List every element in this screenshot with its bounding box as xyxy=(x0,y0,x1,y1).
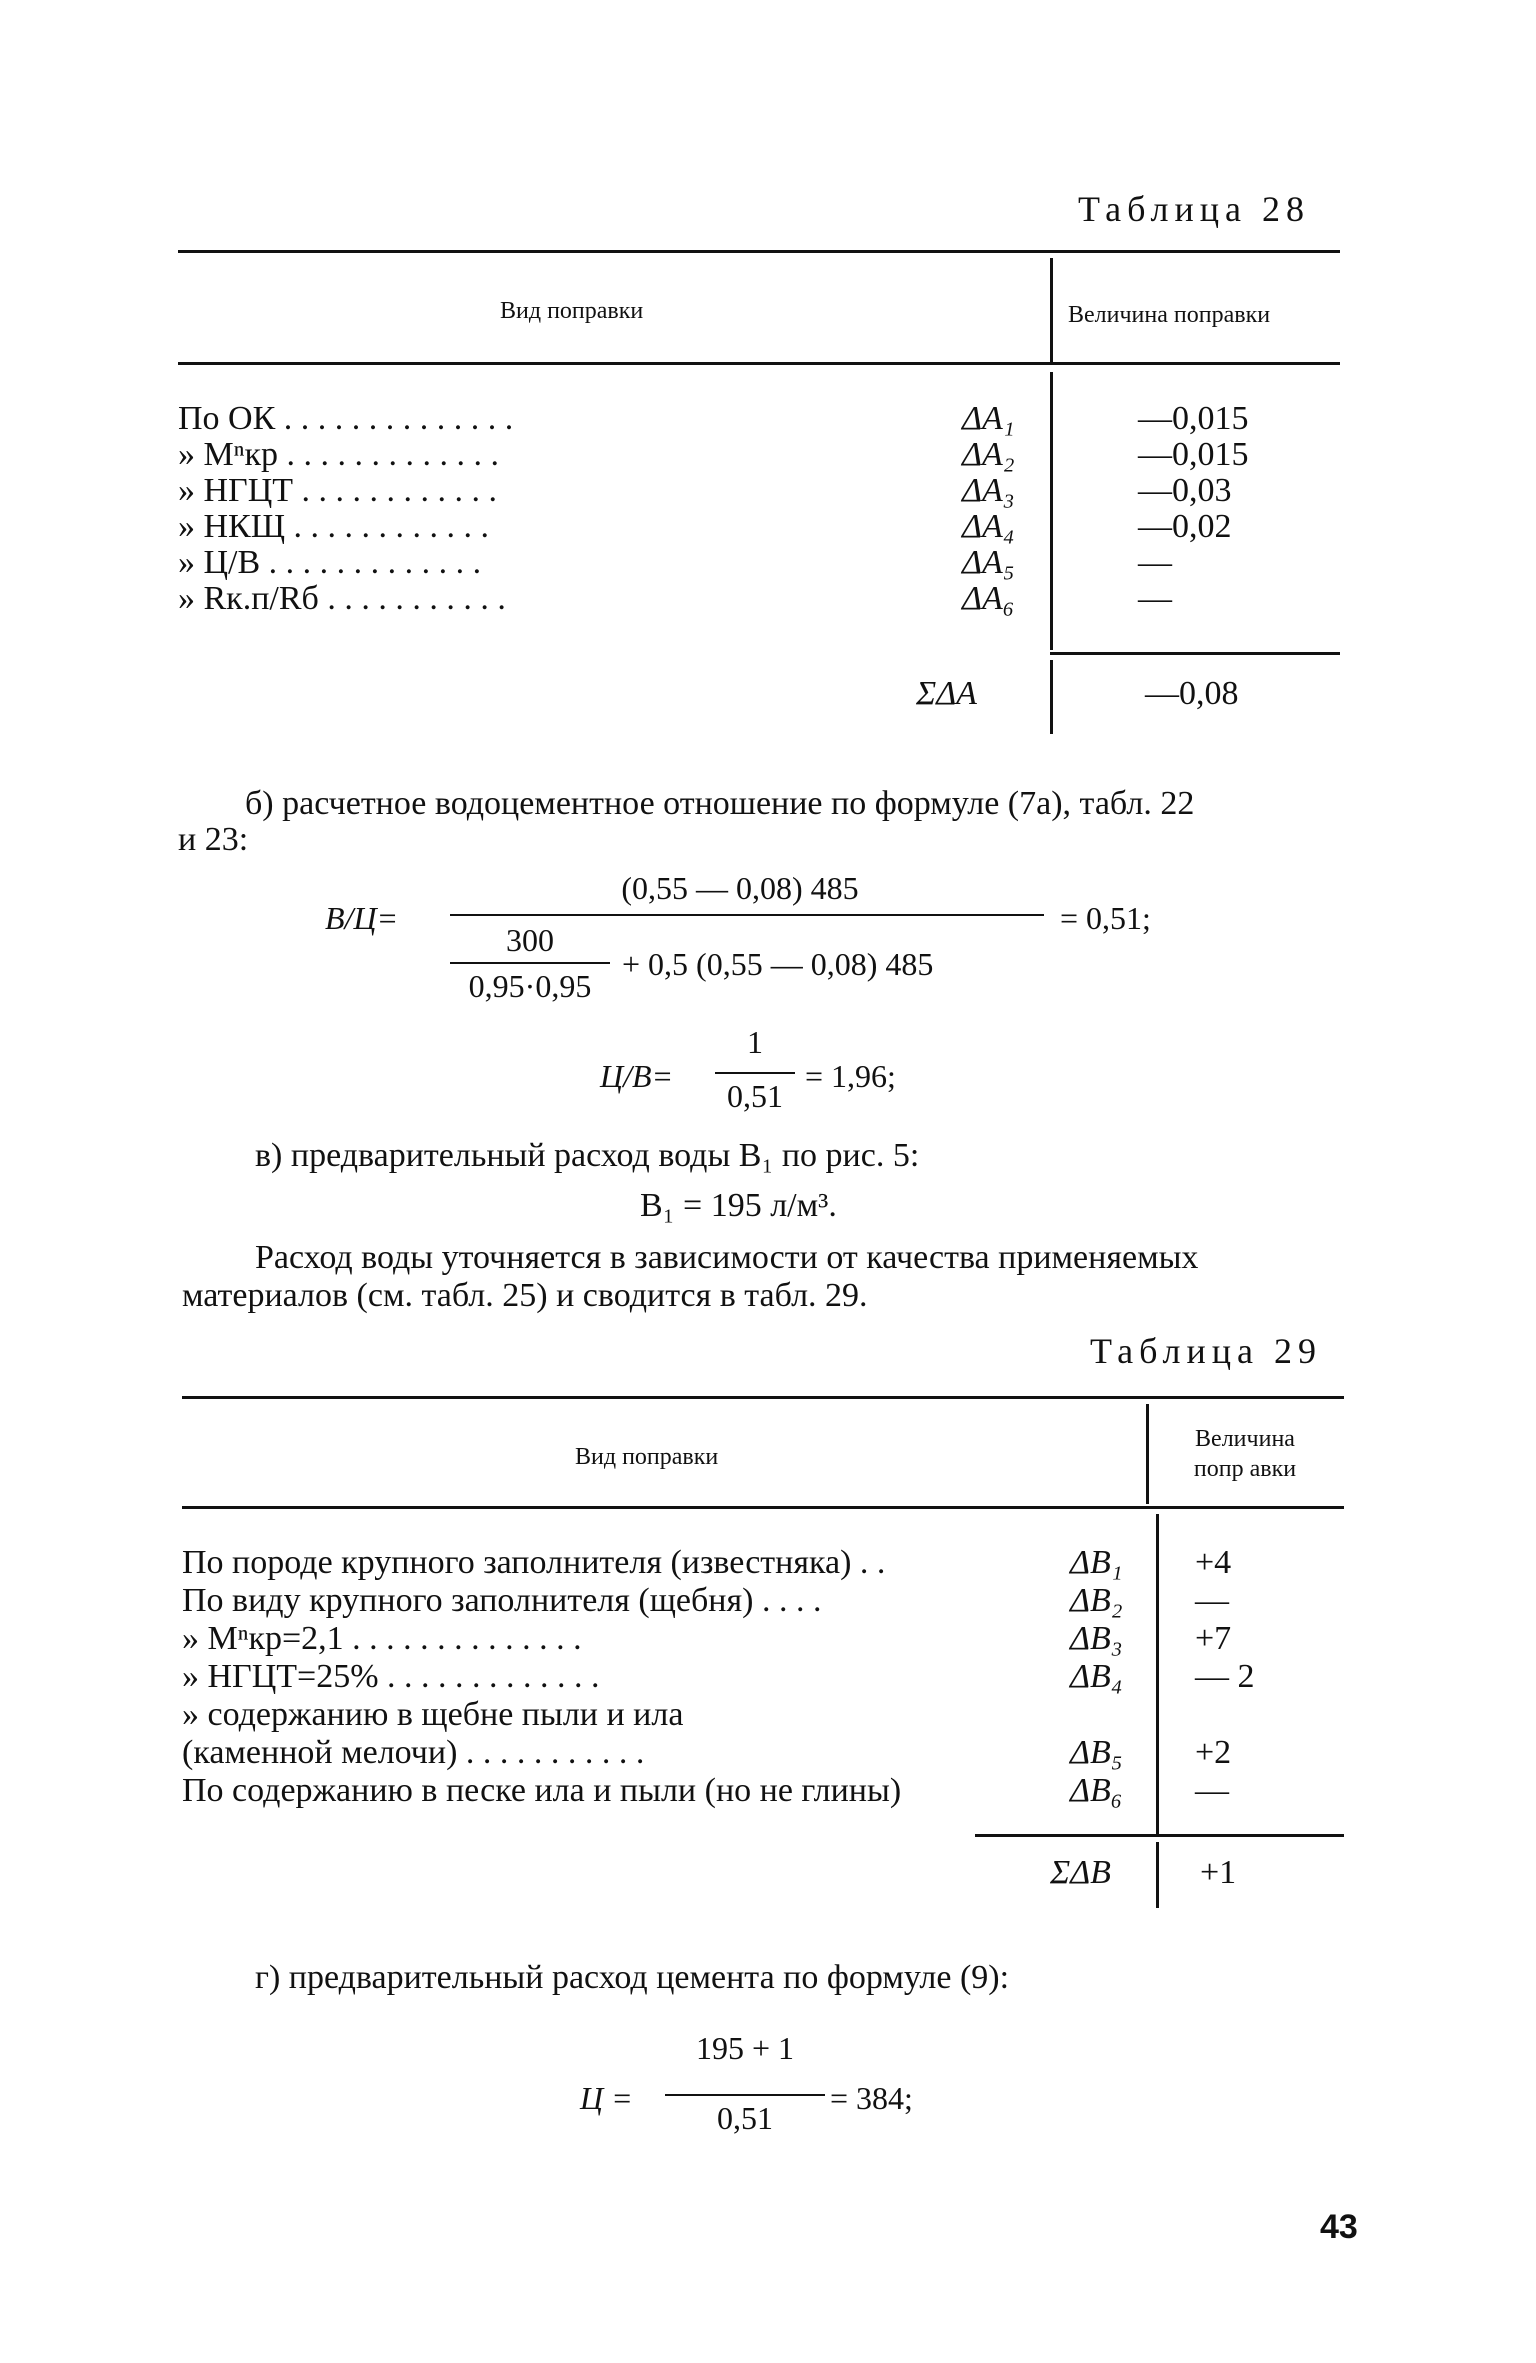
table29-col-value-2: попр авки xyxy=(1193,1456,1297,1482)
formula-cw-den: 0,51 xyxy=(727,1078,783,1114)
table-row-symbol: ΔB₄ xyxy=(1070,1658,1123,1695)
table28-sum-label: ΣΔA xyxy=(916,675,977,712)
formula-c-result: = 384; xyxy=(830,2080,913,2116)
para-b-line1: б) расчетное водоцементное отношение по формуле (7а), табл. 22 xyxy=(245,785,1195,822)
table-row-label: По ОК . . . . . . . . . . . . . . xyxy=(178,400,514,437)
table-row-symbol: ΔB₂ xyxy=(1070,1582,1123,1619)
table-row-label: » НКЩ . . . . . . . . . . . . xyxy=(178,508,490,545)
formula-wc-result: = 0,51; xyxy=(1060,900,1151,936)
table-row-value: —0,015 xyxy=(1138,400,1249,437)
table-row-value: +4 xyxy=(1195,1544,1232,1581)
table-row-label: По содержанию в песке ила и пыли (но не глины) xyxy=(182,1772,902,1809)
formula-c-bar xyxy=(665,2094,825,2096)
table-row-label: (каменной мелочи) . . . . . . . . . . . xyxy=(182,1734,645,1771)
table29-sum-label: ΣΔB xyxy=(1050,1854,1111,1891)
para-b-line2: и 23: xyxy=(178,821,249,858)
table-row-label: » содержанию в щебне пыли и ила xyxy=(182,1696,684,1733)
table29-sum-value: +1 xyxy=(1200,1854,1237,1891)
table-row-symbol: ΔA₄ xyxy=(962,508,1015,545)
table-row-symbol: ΔB₁ xyxy=(1070,1544,1123,1581)
table-row-symbol: ΔA₂ xyxy=(962,436,1015,473)
formula-c-den: 0,51 xyxy=(717,2100,773,2136)
table-row-label: » НГЦТ=25% . . . . . . . . . . . . . xyxy=(182,1658,600,1695)
para-g-text: г) предварительный расход цемента по формуле (9): xyxy=(255,1959,1010,1996)
table-row-symbol: ΔA₁ xyxy=(962,400,1015,437)
formula-wc-den-frac-den: 0,95·0,95 xyxy=(468,968,592,1004)
table28-header-rule xyxy=(178,362,1340,365)
table-row-value: —0,02 xyxy=(1138,508,1232,545)
formula-wc-numerator: (0,55 — 0,08) 485 xyxy=(621,870,859,906)
table-row-symbol: ΔB₅ xyxy=(1070,1734,1123,1771)
formula-wc-den-rest: + 0,5 (0,55 — 0,08) 485 xyxy=(622,946,934,982)
table-row-label: » Ц/В . . . . . . . . . . . . . xyxy=(178,544,482,581)
table28-sum-divider xyxy=(1050,660,1053,734)
formula-cw-result: = 1,96; xyxy=(805,1058,896,1094)
table28-col-kind: Вид поправки xyxy=(500,298,644,324)
table29-sum-rule xyxy=(975,1834,1344,1837)
para-water-line1: Расход воды уточняется в зависимости от качества применяемых xyxy=(255,1239,1199,1276)
para-water-line2: материалов (см. табл. 25) и сводится в табл. 29. xyxy=(182,1277,868,1314)
table-row-value: — xyxy=(1195,1582,1229,1619)
table29-body-divider xyxy=(1156,1514,1159,1834)
formula-wc-main-bar xyxy=(450,914,1044,916)
table-row-value: —0,015 xyxy=(1138,436,1249,473)
table-row-value: +7 xyxy=(1195,1620,1232,1657)
formula-c-num: 195 + 1 xyxy=(695,2030,795,2066)
table29-sum-divider xyxy=(1156,1842,1159,1908)
table-row-label: » Mⁿкр . . . . . . . . . . . . . xyxy=(178,436,499,473)
table-row-value: — xyxy=(1138,544,1172,581)
table28-sum-rule xyxy=(1050,652,1340,655)
table28-sum-value: —0,08 xyxy=(1145,675,1239,712)
table29-header-divider xyxy=(1146,1404,1149,1504)
formula-c-lhs: Ц = xyxy=(580,2080,633,2116)
table29-header-rule xyxy=(182,1506,1344,1509)
table-row-symbol: ΔA₅ xyxy=(962,544,1015,581)
table-row-symbol: ΔA₆ xyxy=(962,580,1015,617)
table29-col-kind: Вид поправки xyxy=(575,1444,719,1470)
table-row-value: +2 xyxy=(1195,1734,1232,1771)
table-row-label: По виду крупного заполнителя (щебня) . . . . xyxy=(182,1582,822,1619)
formula-cw-lhs: Ц/В= xyxy=(600,1058,674,1094)
table28-top-rule xyxy=(178,250,1340,253)
para-v-text: в) предварительный расход воды B₁ по рис. 5: xyxy=(255,1137,920,1174)
formula-wc-lhs: В/Ц= xyxy=(325,900,399,936)
table28-caption: Таблица 28 xyxy=(1078,189,1310,229)
table29-col-value-1: Величина xyxy=(1195,1426,1295,1452)
table-row-value: — xyxy=(1195,1772,1229,1809)
table-row-symbol: ΔA₃ xyxy=(962,472,1015,509)
table-row-label: » НГЦТ . . . . . . . . . . . . xyxy=(178,472,498,509)
formula-wc-den-frac-num: 300 xyxy=(506,922,554,958)
table29-caption: Таблица 29 xyxy=(1090,1331,1322,1371)
table-row-value: —0,03 xyxy=(1138,472,1232,509)
formula-wc-den-bar xyxy=(450,962,610,964)
table-row-label: » Rк.п/Rб . . . . . . . . . . . xyxy=(178,580,506,617)
table-row-value: — 2 xyxy=(1195,1658,1255,1695)
formula-cw-num: 1 xyxy=(747,1024,763,1060)
table28-header-divider xyxy=(1050,258,1053,362)
table-row-label: » Mⁿкр=2,1 . . . . . . . . . . . . . . xyxy=(182,1620,582,1657)
page-number: 43 xyxy=(1320,2208,1358,2246)
table28-body-divider xyxy=(1050,372,1053,650)
para-v-formula: B₁ = 195 л/м³. xyxy=(640,1187,837,1224)
table29-top-rule xyxy=(182,1396,1344,1399)
table28-col-value: Величина поправки xyxy=(1068,302,1271,328)
table-row-value: — xyxy=(1138,580,1172,617)
table-row-symbol: ΔB₆ xyxy=(1070,1772,1123,1809)
table-row-symbol: ΔB₃ xyxy=(1070,1620,1123,1657)
formula-cw-bar xyxy=(715,1072,795,1074)
table-row-label: По породе крупного заполнителя (известняка) . . xyxy=(182,1544,886,1581)
